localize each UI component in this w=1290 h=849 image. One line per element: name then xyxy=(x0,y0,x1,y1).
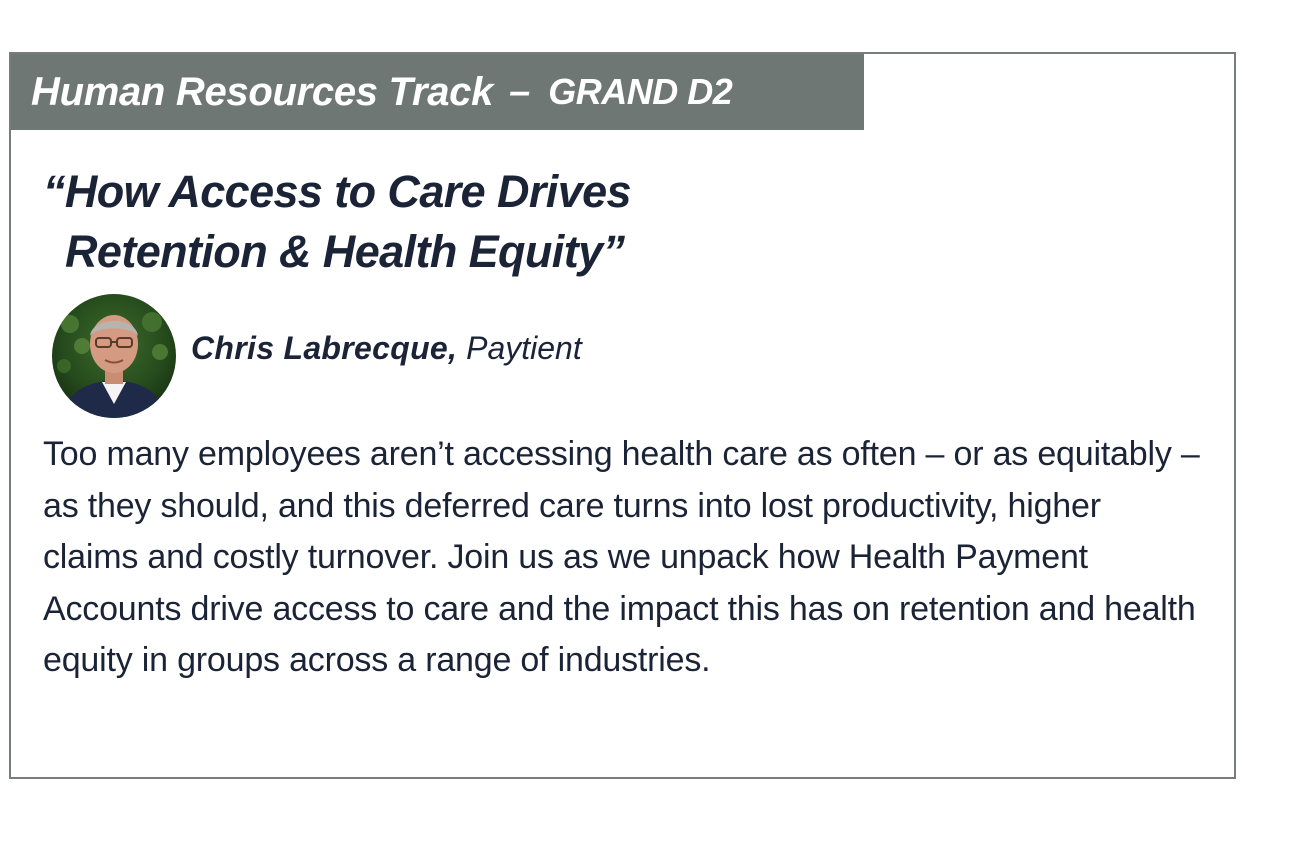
track-banner xyxy=(11,54,864,130)
speaker-avatar xyxy=(52,294,176,418)
session-title-line-2: Retention & Health Equity” xyxy=(65,226,625,277)
session-title-line-1: “How Access to Care Drives xyxy=(43,166,631,217)
room-name: GRAND D2 xyxy=(548,71,733,112)
speaker-name: Chris Labrecque, xyxy=(191,330,458,366)
speaker-line xyxy=(191,330,582,367)
track-separator: – xyxy=(509,70,531,113)
session-description: Too many employees aren’t accessing health care as often – or as equitably – as they should, and this deferred care turns into lost productivity, higher claims and costly turnover. Join us as we unpack how Health Payment Accounts drive access to care and the impact this has on retention and health equity in groups across a range of industries. xyxy=(43,435,1200,679)
speaker-photo xyxy=(52,294,176,418)
session-title xyxy=(43,162,631,282)
session-card xyxy=(9,52,1236,779)
speaker-organization: Paytient xyxy=(466,330,582,366)
track-name: Human Resources Track xyxy=(31,69,494,114)
